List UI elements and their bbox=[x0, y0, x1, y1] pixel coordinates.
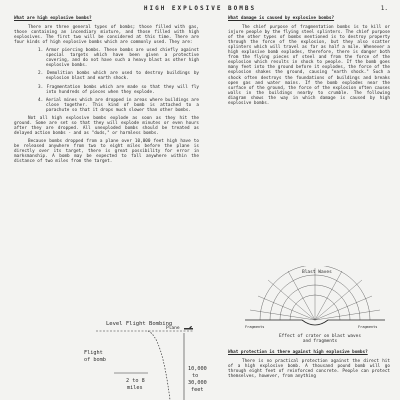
damage-question-heading: What damage is caused by explosive bombs? bbox=[228, 16, 335, 21]
protection-question-heading: What protection is there against high explosive bombs? bbox=[228, 350, 368, 355]
page-title: HIGH EXPLOSIVE BOMBS bbox=[143, 5, 257, 12]
question-heading: What are high explosive bombs? bbox=[14, 16, 92, 21]
level-flight-diagram bbox=[66, 318, 216, 400]
flight-of-bomb-label: Flight of bomb bbox=[84, 350, 106, 363]
list-item: 4. Aerial mines which are dropped in areas where buildings are close together. This kind of bomb is attached to a parachute so that it drops much slower than other bombs. bbox=[38, 97, 199, 113]
plane-icon bbox=[184, 326, 193, 330]
crater-blast-diagram bbox=[240, 266, 390, 334]
page-number: 1. bbox=[380, 5, 388, 12]
crater-caption bbox=[250, 334, 390, 344]
damage-paragraph: The chief purpose of fragmentation bombs is to kill or injure people by the flying steel splinters. The chief purpose of the other types of bombs mentioned is to destroy property through the force of the explosion, but they also scatter splinters which will travel as far as half a mile. Whenever a high explosive bomb explodes, therefore, there is danger both from the flying pieces of steel and from the force of the explosion which results in shock to people. If the bomb goes many feet into the ground before it explodes, the force of the explosion shakes the ground, causing "earth shock." Such a shock often destroys the foundations of buildings and breaks open gas and water mains. If the bomb explodes near the surface of the ground, the force of the explosion often causes walls in the buildings nearby to crumble. The following diagram shows the way in which damage is caused by high explosive bombs. bbox=[228, 25, 390, 106]
fragments-label-left: Fragments bbox=[245, 325, 265, 329]
diagram-title: Level Flight Bombing bbox=[106, 321, 173, 327]
distance-label: 2 to 8 miles bbox=[126, 378, 145, 391]
intro-paragraph: There are three general types of bombs; those filled with gas, those containing an incendiary mixture, and those filled with high explosives. The first two will be considered at this time. There are four kinds of high explosive bombs which are commonly used. They are: bbox=[14, 25, 199, 46]
crater-caption-line1: Effect of crater on blast waves bbox=[279, 334, 361, 339]
marksmanship-paragraph: Because bombs dropped from a plane over 10,000 feet high have to be released anywhere from two to eight miles before the plane is directly over its target, there is great possibility for error in marksmanship. A bomb may be expected to fall anywhere within the distance of two miles from the target. bbox=[14, 138, 199, 165]
blast-waves-label: Blast Waves bbox=[302, 270, 332, 275]
protection-section bbox=[228, 350, 390, 382]
left-column bbox=[14, 16, 199, 167]
list-item: 2. Demolition bombs which are used to destroy buildings by explosion blast and earth shock. bbox=[38, 71, 199, 82]
plane-label: Plane bbox=[166, 326, 180, 331]
right-column bbox=[228, 16, 390, 109]
delayed-action-paragraph: Not all high explosive bombs explode as soon as they hit the ground. Some are set so that they will explode minutes or even hours after they are dropped. All unexploded bombs should be treated as delayed action bombs - and as "duds," or harmless bombs. bbox=[14, 115, 199, 136]
fragment-rays bbox=[250, 268, 380, 320]
altitude-label: 10,000 to 30,000 feet bbox=[188, 366, 207, 393]
protection-paragraph: There is no practical protection against the direct hit of a high explosive bomb. A thousand pound bomb will go through eight feet of reinforced concrete. People can protect themselves, however, from anything bbox=[228, 359, 390, 380]
page-header bbox=[0, 5, 400, 13]
crater-caption-line2: and fragments bbox=[302, 339, 338, 345]
list-item: 1. Armor piercing bombs. These bombs are used chiefly against special targets which have been given a protective covering, and do not have such a heavy blast as other high explosive bombs. bbox=[38, 48, 199, 69]
list-item: 3. Fragmentation bombs which are made so that they will fly into hundreds of pieces when they explode. bbox=[38, 84, 199, 95]
bomb-trajectory bbox=[148, 331, 170, 400]
fragments-label-right: Fragments bbox=[358, 325, 378, 329]
